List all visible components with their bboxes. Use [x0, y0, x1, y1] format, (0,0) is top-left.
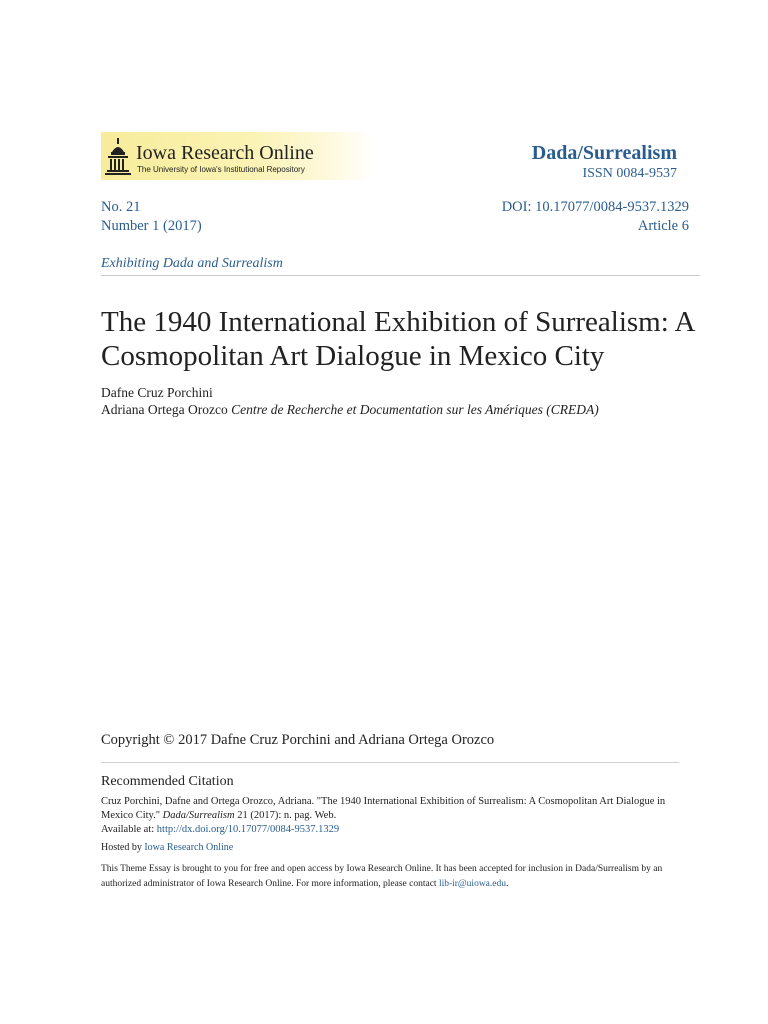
citation-text-end: 21 (2017): n. pag. Web. — [234, 810, 337, 821]
author-2: Adriana Ortega Orozco — [101, 402, 228, 417]
hosted-by-link[interactable]: Iowa Research Online — [144, 842, 234, 853]
header-divider — [101, 275, 700, 276]
issue-number-link[interactable]: No. 21 — [101, 199, 141, 215]
doi-url-link[interactable]: http://dx.doi.org/10.17077/0084-9537.1329 — [156, 824, 340, 835]
issue-volume-link[interactable]: Number 1 (2017) — [101, 218, 202, 234]
article-title: The 1940 International Exhibition of Surrealism: A Cosmopolitan Art Dialogue in Mexico City — [101, 306, 694, 372]
author-2-affiliation: Centre de Recherche et Documentation sur les Amériques (CREDA) — [231, 402, 599, 417]
recommended-citation — [101, 795, 681, 837]
available-at-label: Available at: — [101, 824, 157, 835]
doi-text: DOI: 10.17077/0084-9537.1329 — [501, 199, 689, 215]
series-link[interactable]: Exhibiting Dada and Surrealism — [101, 256, 283, 271]
hosted-by — [101, 842, 233, 853]
contact-email-link[interactable]: lib-ir@uiowa.edu — [438, 879, 506, 889]
copyright-notice: Copyright © 2017 Dafne Cruz Porchini and Adriana Ortega Orozco — [101, 732, 495, 748]
citation-divider — [101, 762, 679, 763]
recommended-citation-heading: Recommended Citation — [101, 774, 234, 789]
hosted-by-label: Hosted by — [101, 842, 145, 853]
article-number-link[interactable]: Article 6 — [637, 218, 689, 234]
citation-text: Cruz Porchini, Dafne and Ortega Orozco, Adriana. "The 1940 International Exhibition of Surrealism: A Cosmopolitan Art Dialogue in Mexico City." — [101, 796, 666, 821]
access-notice-text: This Theme Essay is brought to you for free and open access by Iowa Research Online. It has been accepted for inclusion in Dada/Surrealism by an authorized administrator of Iowa Research Online. For more information, please contact — [101, 864, 663, 889]
access-notice — [101, 862, 681, 892]
logo-subtitle: The University of Iowa's Institutional Repository — [137, 165, 305, 174]
journal-name-link[interactable]: Dada/Surrealism — [531, 142, 677, 164]
capitol-building-icon — [105, 136, 131, 176]
journal-issn: ISSN 0084-9537 — [582, 166, 677, 181]
access-notice-end: . — [506, 879, 509, 889]
author-2-line — [101, 402, 599, 418]
iowa-research-online-logo[interactable] — [101, 132, 374, 180]
citation-journal: Dada/Surrealism — [162, 810, 235, 821]
logo-title: Iowa Research Online — [136, 142, 314, 164]
author-1: Dafne Cruz Porchini — [101, 385, 213, 400]
